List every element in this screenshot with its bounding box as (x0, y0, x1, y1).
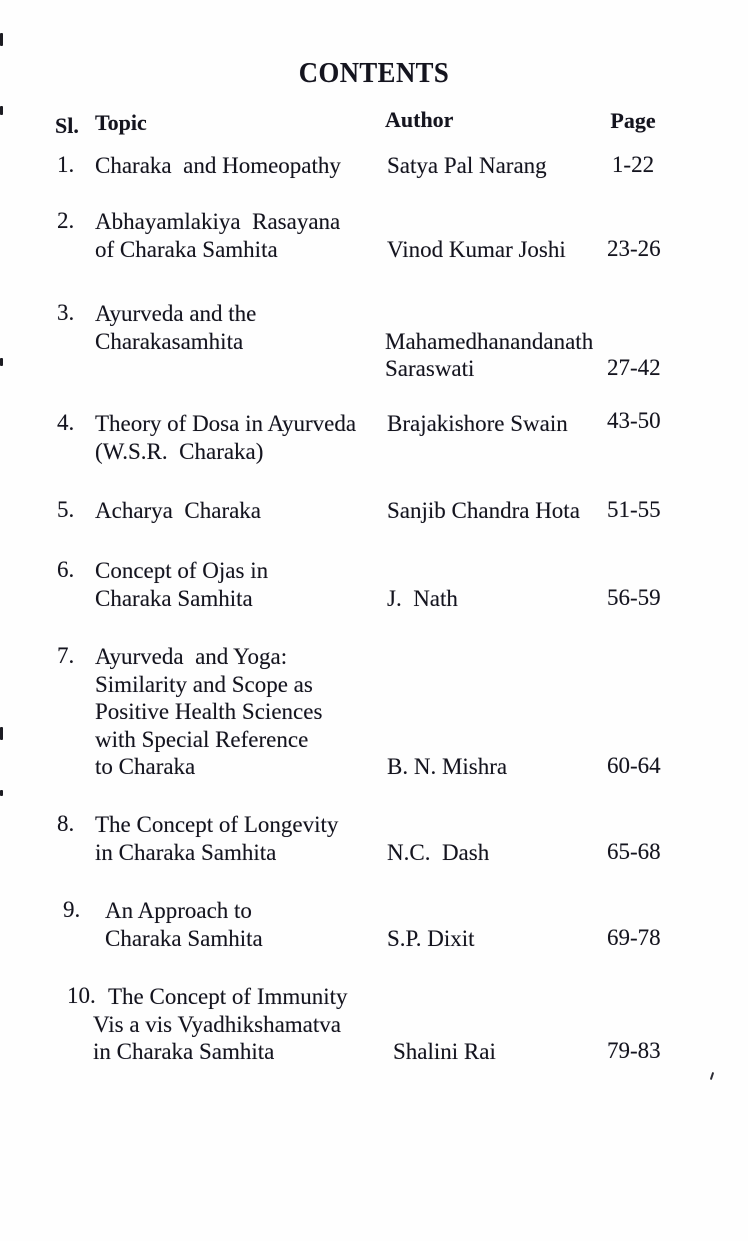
page-range: 1-22 (611, 152, 655, 177)
author-line: N.C. Dash (387, 839, 490, 865)
row-number: 4. (57, 410, 75, 435)
topic-line: An Approach to (105, 898, 252, 923)
author-line: Sanjib Chandra Hota (387, 498, 580, 523)
topic-line: The Concept of Longevity (95, 812, 339, 837)
author-line: J. Nath (387, 585, 458, 611)
topic-line: of Charaka Samhita (95, 236, 278, 262)
author-line: Saraswati (385, 356, 475, 381)
topic-line: in Charaka Samhita (95, 839, 277, 865)
scan-artifact (0, 358, 3, 366)
topic-cell (95, 152, 341, 180)
topic-line: (W.S.R. Charaka) (95, 438, 264, 464)
page-range: 23-26 (607, 235, 661, 261)
page-range: 60-64 (607, 753, 661, 778)
topic-line: Abhayamlakiya Rasayana (95, 209, 341, 234)
row-number: 6. (57, 557, 75, 582)
page-range: 51-55 (607, 497, 661, 522)
topic-cell (105, 897, 263, 952)
scan-artifact (0, 727, 3, 740)
page-range: 43-50 (607, 408, 661, 433)
topic-line: Charaka Samhita (95, 585, 253, 611)
topic-cell (95, 811, 338, 866)
topic-line: Concept of Ojas in (95, 558, 269, 583)
author-line: Vinod Kumar Joshi (387, 236, 566, 262)
author-line: Shalini Rai (393, 1039, 496, 1064)
author-cell (385, 328, 593, 383)
column-header-topic: Topic (95, 110, 147, 135)
author-line: Mahamedhanandanath (385, 328, 594, 354)
topic-cell (95, 643, 322, 781)
topic-line: Acharya Charaka (95, 498, 262, 523)
author-line: B. N. Mishra (387, 754, 508, 779)
page-range: 65-68 (607, 838, 661, 864)
page-range: 27-42 (607, 355, 661, 380)
toc-row (0, 300, 748, 381)
page-range: 69-78 (607, 924, 661, 950)
row-number: 8. (57, 811, 75, 836)
author-cell (387, 152, 547, 180)
row-number: 2. (57, 208, 75, 233)
toc-row (0, 643, 748, 787)
row-number: 7. (57, 643, 75, 668)
author-cell (387, 839, 489, 867)
topic-line: Theory of Dosa in Ayurveda (95, 411, 357, 436)
topic-cell (95, 497, 261, 525)
author-cell (387, 753, 507, 781)
row-number: 1. (57, 152, 75, 177)
row-number: 3. (57, 300, 75, 325)
row-number: 10. (67, 983, 96, 1008)
toc-row (0, 497, 748, 531)
topic-cell (93, 983, 348, 1066)
scan-artifact (710, 1072, 714, 1080)
author-cell (387, 925, 475, 953)
topic-line: Ayurveda and the (95, 301, 257, 326)
author-cell (387, 585, 458, 613)
topic-line: in Charaka Samhita (93, 1039, 275, 1064)
topic-line: with Special Reference (95, 726, 309, 752)
toc-row (0, 557, 748, 618)
topic-line: Ayurveda and Yoga: (95, 644, 288, 669)
column-header-sl: Sl. (55, 113, 79, 138)
topic-cell (95, 410, 356, 465)
topic-cell (95, 300, 256, 355)
topic-line: The Concept of Immunity (108, 984, 348, 1009)
topic-line: Charaka Samhita (105, 925, 263, 951)
topic-line: Charaka and Homeopathy (95, 153, 341, 178)
scan-artifact (0, 106, 3, 115)
topic-line: Charakasamhita (95, 328, 244, 354)
author-line: Satya Pal Narang (387, 153, 547, 178)
topic-cell (95, 557, 268, 612)
author-cell (393, 1038, 496, 1066)
topic-line: Similarity and Scope as (95, 671, 313, 697)
row-number: 9. (63, 897, 81, 922)
page-range: 56-59 (607, 584, 661, 610)
page-range: 79-83 (607, 1038, 661, 1063)
page-title: CONTENTS (298, 57, 450, 89)
author-cell (387, 236, 566, 264)
topic-cell (95, 208, 340, 263)
column-header-page: Page (610, 108, 656, 133)
toc-row (0, 811, 748, 872)
author-cell (387, 410, 568, 438)
column-header-author: Author (385, 107, 454, 132)
toc-row (0, 152, 748, 186)
scan-artifact (0, 33, 3, 46)
topic-line: to Charaka (95, 754, 196, 779)
toc-row (0, 410, 748, 471)
author-line: Brajakishore Swain (387, 411, 568, 436)
toc-row (0, 983, 748, 1072)
topic-line: Positive Health Sciences (95, 699, 323, 724)
author-line: S.P. Dixit (387, 925, 475, 951)
scan-artifact (0, 790, 3, 796)
topic-line: Vis a vis Vyadhikshamatva (93, 1011, 341, 1037)
toc-row (0, 208, 748, 269)
toc-row (0, 897, 748, 958)
author-cell (387, 497, 580, 525)
row-number: 5. (57, 497, 75, 522)
